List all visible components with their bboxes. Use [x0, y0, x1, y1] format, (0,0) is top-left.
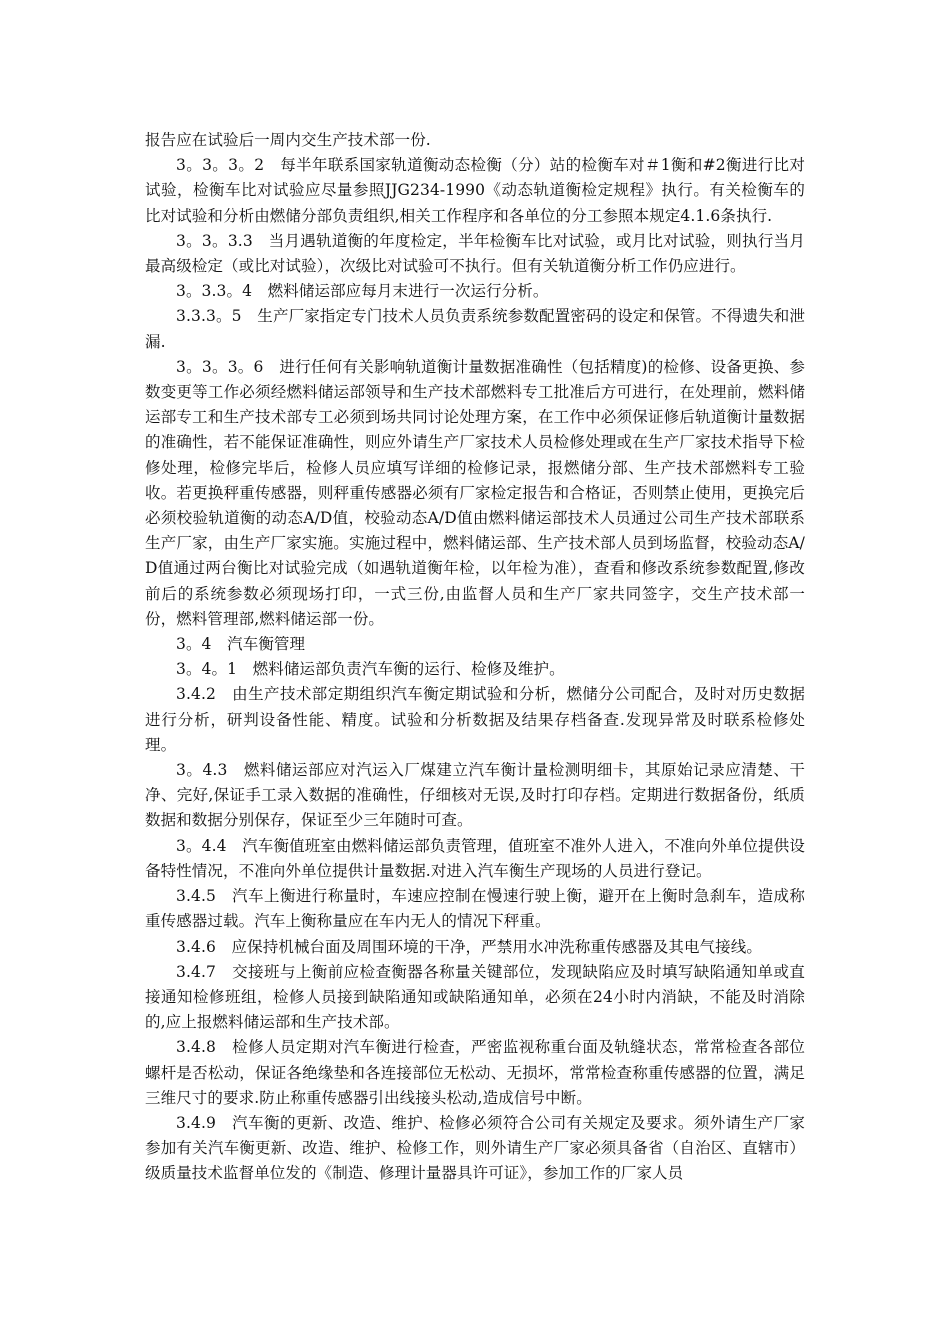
paragraph-3-3-3-3: 3。3。3.3 当月遇轨道衡的年度检定，半年检衡车比对试验，或月比对试验，则执行当月最高级检定（或比对试验），次级比对试验可不执行。但有关轨道衡分析工作仍应进行。 [145, 231, 805, 276]
paragraph-3-4-5: 3.4.5 汽车上衡进行称量时，车速应控制在慢速行驶上衡，避开在上衡时急刹车，造成称重传感器过载。汽车上衡称量应在车内无人的情况下秤重。 [145, 887, 805, 931]
paragraph-3-4-7: 3.4.7 交接班与上衡前应检查衡器各称量关键部位，发现缺陷应及时填写缺陷通知单或直接通知检修班组，检修人员接到缺陷通知或缺陷通知单，必须在24小时内消缺，不能及时消除的,应上报燃料储运部和生产技术部。 [145, 962, 805, 1032]
paragraph-3-3-3-4: 3。3.3。4 燃料储运部应每月末进行一次运行分析。 [176, 282, 549, 301]
paragraph-3-3-3-2: 3。3。3。2 每半年联系国家轨道衡动态检衡（分）站的检衡车对＃1衡和#2衡进行比对试验，检衡车比对试验应尽量参照JJG234-1990《动态轨道衡检定规程》执行。有关检衡车的比对试验和分析由燃储分部负责组织,相关工作程序和各单位的分工参照本规定4.1.6条执行. [145, 156, 805, 225]
paragraph-3-4-9: 3.4.9 汽车衡的更新、改造、维护、检修必须符合公司有关规定及要求。须外请生产厂家参加有关汽车衡更新、改造、维护、检修工作，则外请生产厂家必须具备省（自治区、直辖市）级质量技术监督单位发的《制造、修理计量器具许可证》，参加工作的厂家人员 [145, 1113, 805, 1183]
paragraph-3-3-3-6: 3。3。3。6 进行任何有关影响轨道衡计量数据准确性（包括精度)的检修、设备更换、参数变更等工作必须经燃料储运部领导和生产技术部燃料专工批准后方可进行，在处理前，燃料储运部专工和生产技术部专工必须到场共同讨论处理方案，在工作中必须保证修后轨道衡计量数据的准确性，若不能保证准确性，则应外请生产厂家技术人员检修处理或在生产厂家技术指导下检修处理，检修完毕后，检修人员应填写详细的检修记录，报燃储分部、生产技术部燃料专工验收。若更换秤重传感器，则秤重传感器必须有厂家检定报告和合格证，否则禁止使用，更换完后必须校验轨道衡的动态A/D值，校验动态A/D值由燃料储运部技术人员通过公司生产技术部联系生产厂家，由生产厂家实施。实施过程中，燃料储运部、生产技术部人员到场监督，校验动态A/D值通过两台衡比对试验完成（如遇轨道衡年检，以年检为准），查看和修改系统参数配置,修改前后的系统参数必须现场打印，一式三份,由监督人员和生产厂家共同签字，交生产技术部一份，燃料管理部,燃料储运部一份。 [145, 357, 805, 628]
paragraph-3-4-4: 3。4.4 汽车衡值班室由燃料储运部负责管理，值班室不准外人进入，不准向外单位提供设备特性情况，不准向外单位提供计量数据.对进入汽车衡生产现场的人员进行登记。 [145, 836, 805, 880]
paragraph-3-4-8: 3.4.8 检修人员定期对汽车衡进行检查，严密监视称重台面及轨缝状态，常常检查各部位螺杆是否松动，保证各绝缘垫和各连接部位无松动、无损坏，常常检查称重传感器的位置，满足三维尺寸的要求.防止称重传感器引出线接头松动,造成信号中断。 [145, 1038, 805, 1107]
paragraph-3-4-1: 3。4。1 燃料储运部负责汽车衡的运行、检修及维护。 [176, 660, 565, 679]
document-body [145, 128, 805, 1187]
paragraph-3-3-3-5: 3.3.3。5 生产厂家指定专门技术人员负责系统参数配置密码的设定和保管。不得遗失和泄漏. [145, 307, 805, 351]
section-heading-3-4: 3。4 汽车衡管理 [176, 635, 306, 654]
paragraph-3-4-3: 3。4.3 燃料储运部应对汽运入厂煤建立汽车衡计量检测明细卡，其原始记录应清楚、干净、完好,保证手工录入数据的准确性，仔细核对无误,及时打印存档。定期进行数据备份，纸质数据和数据分别保存，保证至少三年随时可查。 [145, 761, 805, 830]
paragraph-3-4-2: 3.4.2 由生产技术部定期组织汽车衡定期试验和分析，燃储分公司配合，及时对历史数据进行分析，研判设备性能、精度。试验和分析数据及结果存档备查.发现异常及时联系检修处理。 [145, 685, 805, 754]
paragraph-3-4-6: 3.4.6 应保持机械台面及周围环境的干净，严禁用水冲洗称重传感器及其电气接线。 [176, 937, 762, 956]
paragraph-continuation: 报告应在试验后一周内交生产技术部一份. [145, 131, 431, 149]
